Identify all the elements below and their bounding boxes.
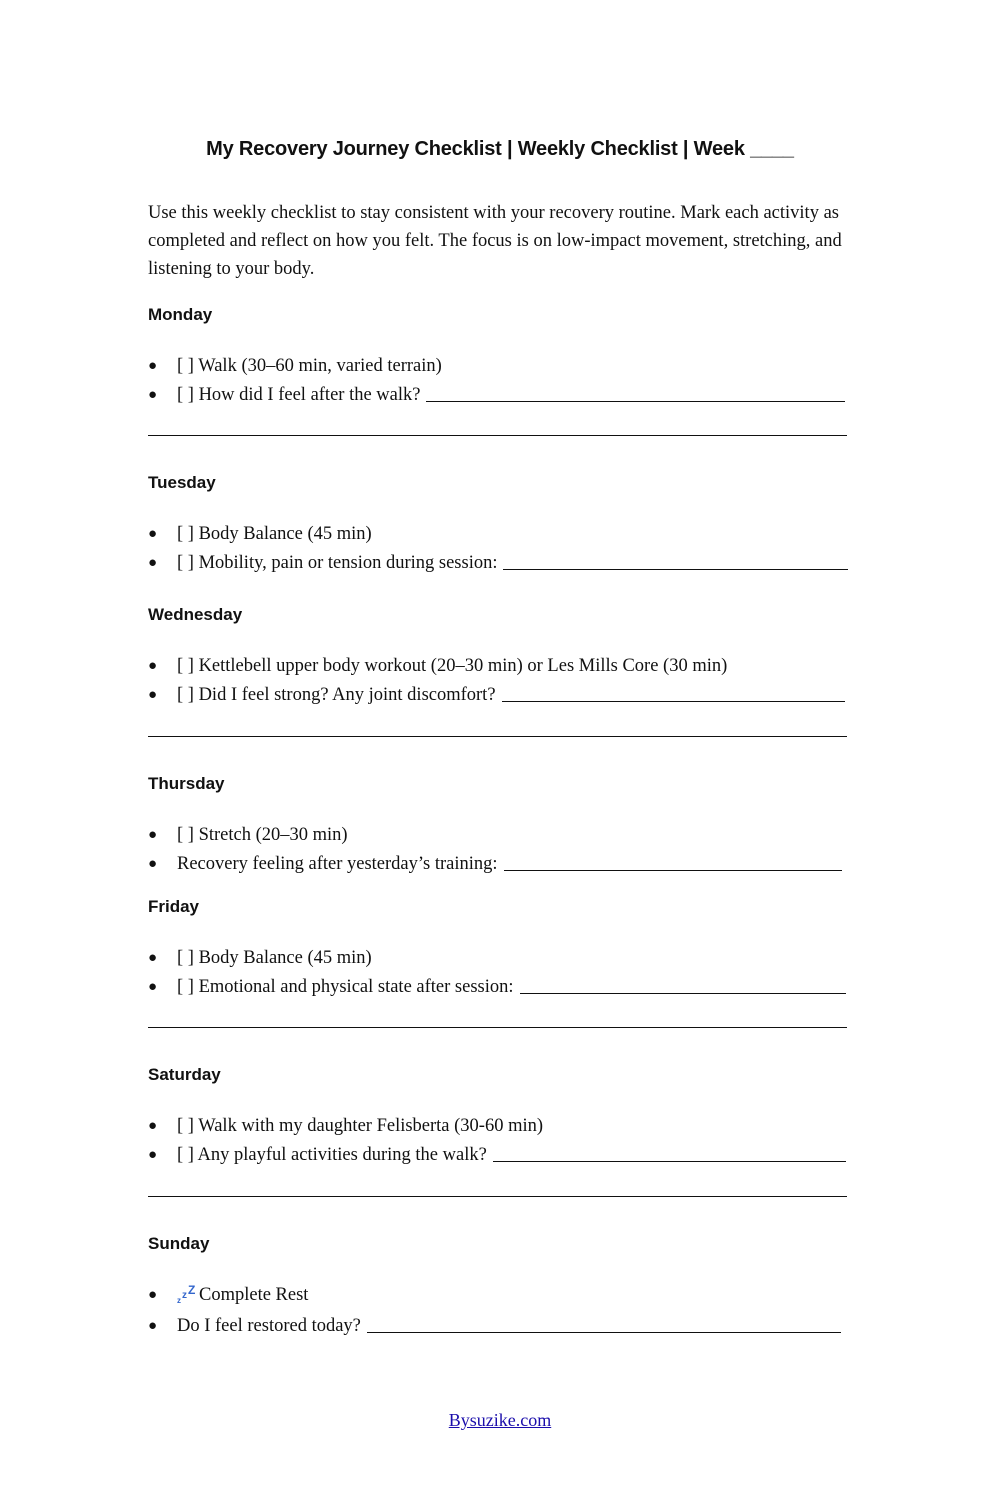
day-heading-friday: Friday xyxy=(148,897,200,916)
answer-line-extra[interactable] xyxy=(148,1196,847,1197)
bullet: ● xyxy=(148,979,158,995)
bullet: ● xyxy=(148,856,158,872)
checklist-item-sunday-rest[interactable] xyxy=(148,1278,841,1306)
bullet: ● xyxy=(148,687,158,703)
checklist-item-wednesday-workout[interactable] xyxy=(148,649,845,677)
checklist-item-thursday-stretch[interactable] xyxy=(148,818,842,846)
answer-line-extra[interactable] xyxy=(148,1027,847,1028)
answer-line[interactable] xyxy=(503,568,848,570)
item-label: [ ] Walk (30–60 min, varied terrain) xyxy=(177,356,442,376)
answer-line[interactable] xyxy=(502,700,845,702)
item-label: [ ] Body Balance (45 min) xyxy=(177,524,372,544)
item-label: Do I feel restored today? xyxy=(177,1316,361,1336)
checklist-item-saturday-play[interactable] xyxy=(148,1138,846,1166)
bullet: ● xyxy=(148,1147,158,1163)
item-label: [ ] Did I feel strong? Any joint discomfort? xyxy=(177,685,496,705)
bullet: ● xyxy=(148,526,158,542)
checklist-item-sunday-restored[interactable] xyxy=(148,1309,841,1337)
checklist-item-tuesday-balance[interactable] xyxy=(148,517,848,545)
zzz-icon: z z Z xyxy=(177,1283,196,1305)
bullet: ● xyxy=(148,827,158,843)
bullet: ● xyxy=(148,950,158,966)
bullet: ● xyxy=(148,1318,158,1334)
page-title: My Recovery Journey Checklist | Weekly Checklist | Week ____ xyxy=(206,138,794,160)
bullet: ● xyxy=(148,555,158,571)
bullet: ● xyxy=(148,387,158,403)
bullet: ● xyxy=(148,358,158,374)
answer-line[interactable] xyxy=(426,400,845,402)
item-label: [ ] Mobility, pain or tension during session: xyxy=(177,553,498,573)
bullet: ● xyxy=(148,658,158,674)
checklist-item-tuesday-mobility[interactable] xyxy=(148,546,848,574)
item-label: [ ] Any playful activities during the walk? xyxy=(177,1145,487,1165)
bullet: ● xyxy=(148,1118,158,1134)
item-label: [ ] Kettlebell upper body workout (20–30 min) or Les Mills Core (30 min) xyxy=(177,656,728,676)
item-label: [ ] Walk with my daughter Felisberta (30-60 min) xyxy=(177,1116,544,1136)
checklist-item-thursday-recovery[interactable] xyxy=(148,847,842,875)
answer-line[interactable] xyxy=(493,1160,846,1162)
footer xyxy=(0,1410,1000,1431)
day-heading-tuesday: Tuesday xyxy=(148,473,216,492)
item-label: [ ] Body Balance (45 min) xyxy=(177,948,372,968)
day-heading-wednesday: Wednesday xyxy=(148,605,243,624)
day-heading-saturday: Saturday xyxy=(148,1065,221,1084)
checklist-item-monday-feel[interactable] xyxy=(148,378,845,406)
item-label: [ ] Stretch (20–30 min) xyxy=(177,825,348,845)
answer-line[interactable] xyxy=(504,869,842,871)
checklist-item-saturday-walk[interactable] xyxy=(148,1109,846,1137)
intro-paragraph: Use this weekly checklist to stay consistent with your recovery routine. Mark each activity as completed and reflect on how you felt. The focus is on low-impact movement, stretching, and listening to your body. xyxy=(148,203,842,279)
day-heading-monday: Monday xyxy=(148,305,213,324)
footer-link[interactable]: Bysuzike.com xyxy=(448,1410,552,1430)
checklist-item-friday-balance[interactable] xyxy=(148,941,846,969)
checklist-item-friday-state[interactable] xyxy=(148,970,846,998)
day-heading-sunday: Sunday xyxy=(148,1234,210,1253)
checklist-item-wednesday-strength[interactable] xyxy=(148,678,845,706)
bullet: ● xyxy=(148,1287,158,1303)
answer-line-extra[interactable] xyxy=(148,736,847,737)
day-heading-thursday: Thursday xyxy=(148,774,225,793)
item-label: Recovery feeling after yesterday’s training: xyxy=(177,854,498,874)
answer-line-extra[interactable] xyxy=(148,435,847,436)
answer-line[interactable] xyxy=(520,992,846,994)
item-label: [ ] How did I feel after the walk? xyxy=(177,385,421,405)
item-label: Complete Rest xyxy=(199,1285,309,1305)
checklist-item-monday-walk[interactable] xyxy=(148,349,845,377)
item-label: [ ] Emotional and physical state after session: xyxy=(177,977,514,997)
answer-line[interactable] xyxy=(367,1331,841,1333)
